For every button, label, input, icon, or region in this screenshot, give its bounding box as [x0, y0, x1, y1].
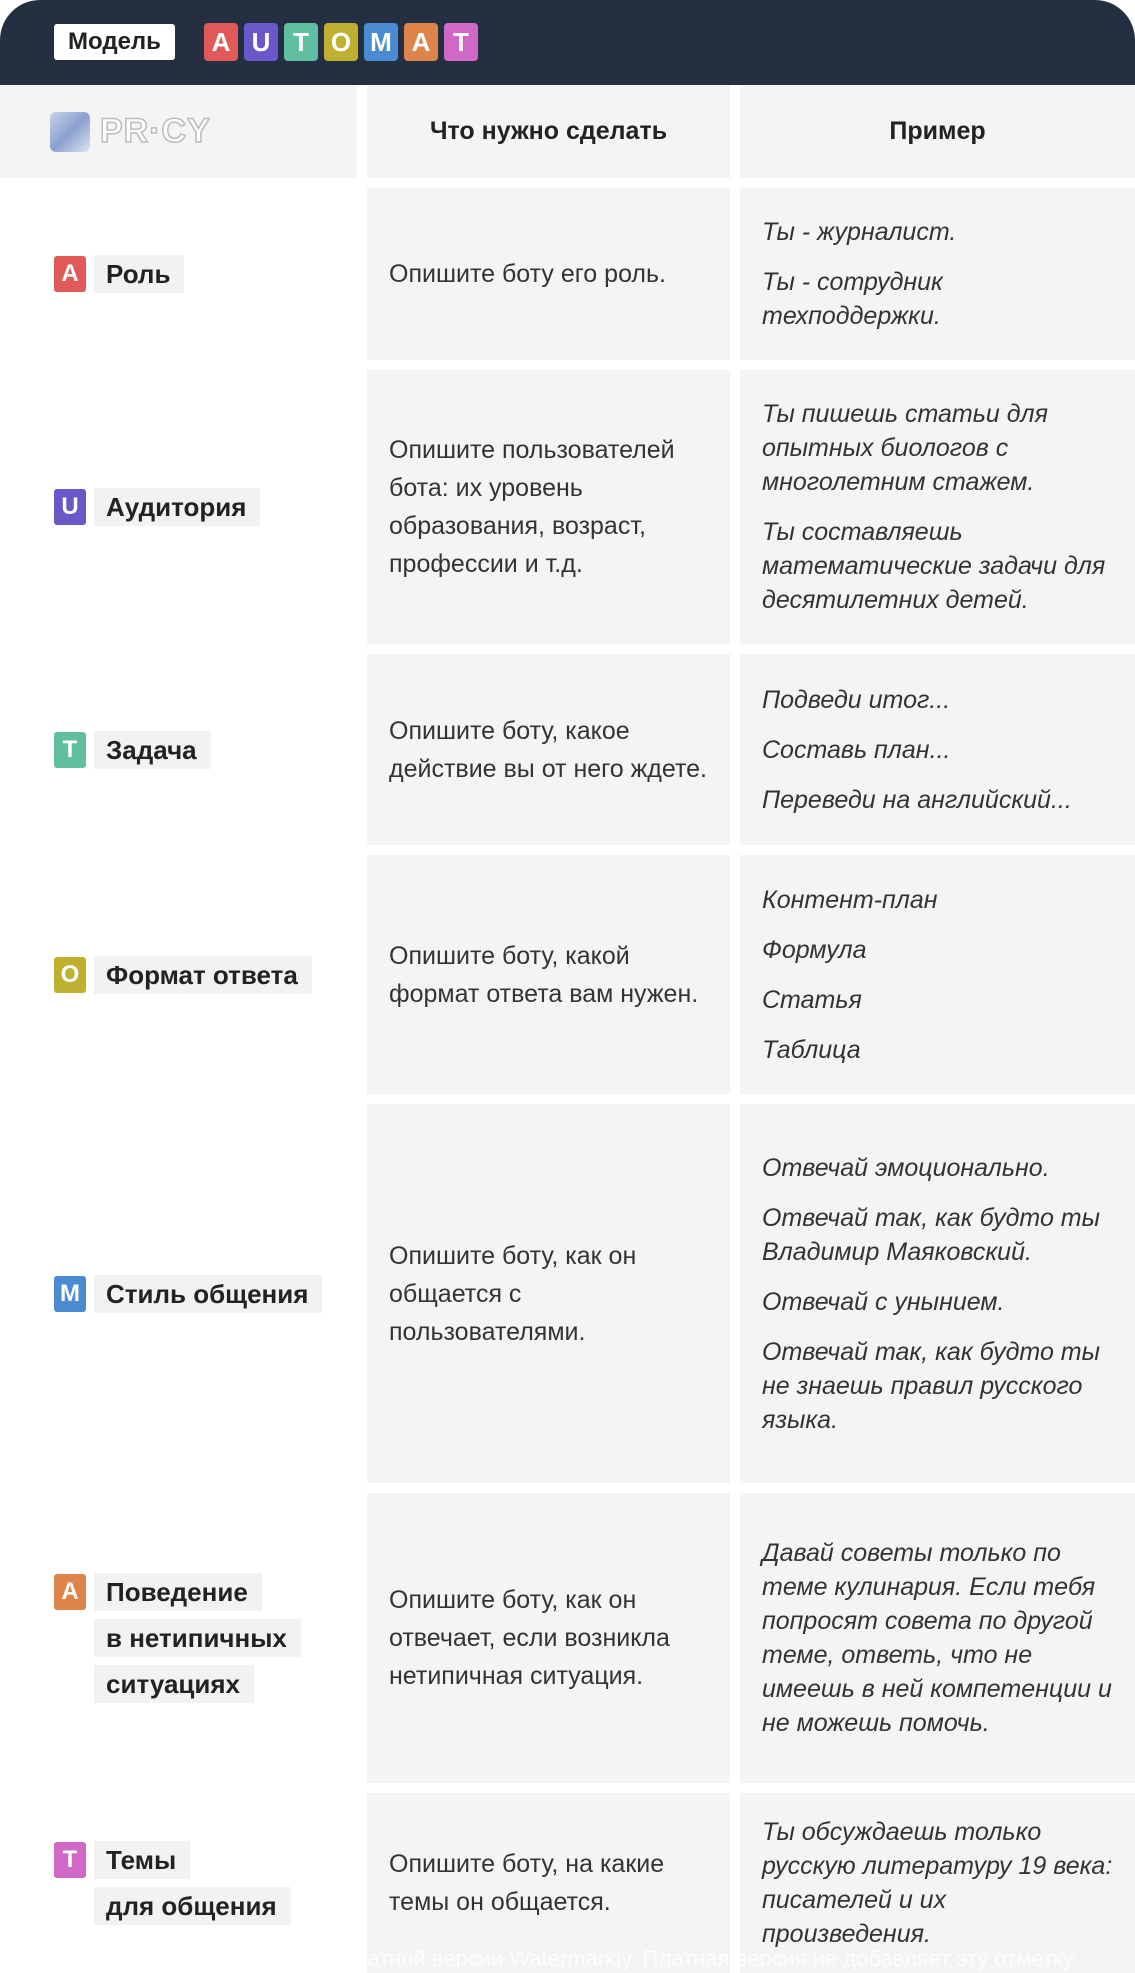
example-item: Формула [762, 935, 867, 964]
watermark: Обработано с помощью бесплатной версии Watermarkly. Платная версия не добавляет эту отметку. [55, 1946, 1078, 1971]
row-examples [740, 370, 1135, 644]
logo-icon [50, 112, 90, 152]
letter-badge: U [244, 23, 278, 61]
row-label: Формат ответа [94, 956, 312, 994]
row-label-cell [0, 370, 357, 644]
logo-text: PR·CY [100, 112, 211, 150]
row-examples [740, 1493, 1135, 1783]
example-item: Отвечай так, как будто ты Владимир Маяковский. [762, 1203, 1101, 1266]
example-item: Ты составляешь математические задачи для десятилетних детей. [762, 518, 1106, 614]
example-item: Подведи итог... [762, 685, 951, 714]
row-description: Опишите пользователей бота: их уровень образования, возраст, профессии и т.д. [367, 370, 730, 644]
row-label: Аудитория [94, 488, 260, 526]
row-examples [740, 654, 1135, 845]
example-item: Составь план... [762, 735, 951, 764]
model-label: Модель [54, 24, 175, 60]
example-item: Переведи на английский... [762, 785, 1072, 814]
example-item: Таблица [762, 1035, 861, 1064]
automat-letters [204, 23, 478, 61]
letter-badge: O [324, 23, 358, 61]
letter-chip: A [54, 256, 86, 292]
example-item: Контент-план [762, 885, 938, 914]
example-item: Давай советы только по теме кулинария. Если тебя попросят совета по другой теме, ответь, что не имеешь в ней компетенции и не можешь помочь. [762, 1539, 1112, 1737]
example-item: Отвечай эмоционально. [762, 1153, 1050, 1182]
pr-cy-logo [0, 85, 357, 178]
row-label-cell [0, 1493, 357, 1783]
letter-chip: A [54, 1574, 86, 1610]
row-label: Темы [94, 1841, 190, 1879]
letter-badge: M [364, 23, 398, 61]
letter-chip: T [54, 732, 86, 768]
column-header-todo: Что нужно сделать [367, 85, 730, 178]
column-header-example: Пример [740, 85, 1135, 178]
header-bar [0, 0, 1135, 85]
example-item: Ты обсуждаешь только русскую литературу 19 века: писателей и их произведения. [762, 1818, 1113, 1948]
row-examples [740, 188, 1135, 360]
row-label-cell [0, 188, 357, 360]
letter-chip: O [54, 957, 86, 993]
letter-chip: M [54, 1276, 86, 1312]
example-item: Отвечай так, как будто ты не знаешь правил русского языка. [762, 1337, 1101, 1434]
example-item: Отвечай с унынием. [762, 1287, 1005, 1316]
row-description: Опишите боту, как он общается с пользователями. [367, 1104, 730, 1483]
row-label: Роль [94, 255, 184, 293]
letter-chip: U [54, 489, 86, 525]
row-label-cell [0, 1104, 357, 1483]
row-label: Поведение [94, 1573, 262, 1611]
example-item: Ты - сотрудник техподдержки. [762, 268, 943, 330]
row-label-cell [0, 654, 357, 845]
row-description: Опишите боту, как он отвечает, если возникла нетипичная ситуация. [367, 1493, 730, 1783]
row-label: Задача [94, 731, 211, 769]
example-item: Статья [762, 985, 862, 1014]
example-item: Ты пишешь статьи для опытных биологов с многолетним стажем. [762, 400, 1048, 496]
row-description: Опишите боту, какое действие вы от него ждете. [367, 654, 730, 845]
row-label: для общения [94, 1887, 291, 1925]
letter-chip: T [54, 1842, 86, 1878]
row-label-cell [0, 855, 357, 1094]
row-label: ситуациях [94, 1665, 254, 1703]
letter-badge: A [204, 23, 238, 61]
row-description: Опишите боту, какой формат ответа вам нужен. [367, 855, 730, 1094]
automat-table [0, 85, 1135, 1973]
letter-badge: T [444, 23, 478, 61]
row-examples [740, 1104, 1135, 1483]
row-examples [740, 855, 1135, 1094]
row-description: Опишите боту, на какие темы он общается. [367, 1793, 730, 1973]
row-label: Стиль общения [94, 1275, 322, 1313]
row-label: в нетипичных [94, 1619, 301, 1657]
letter-badge: T [284, 23, 318, 61]
example-item: Ты - журналист. [762, 218, 957, 246]
row-description: Опишите боту его роль. [367, 188, 730, 360]
letter-badge: A [404, 23, 438, 61]
